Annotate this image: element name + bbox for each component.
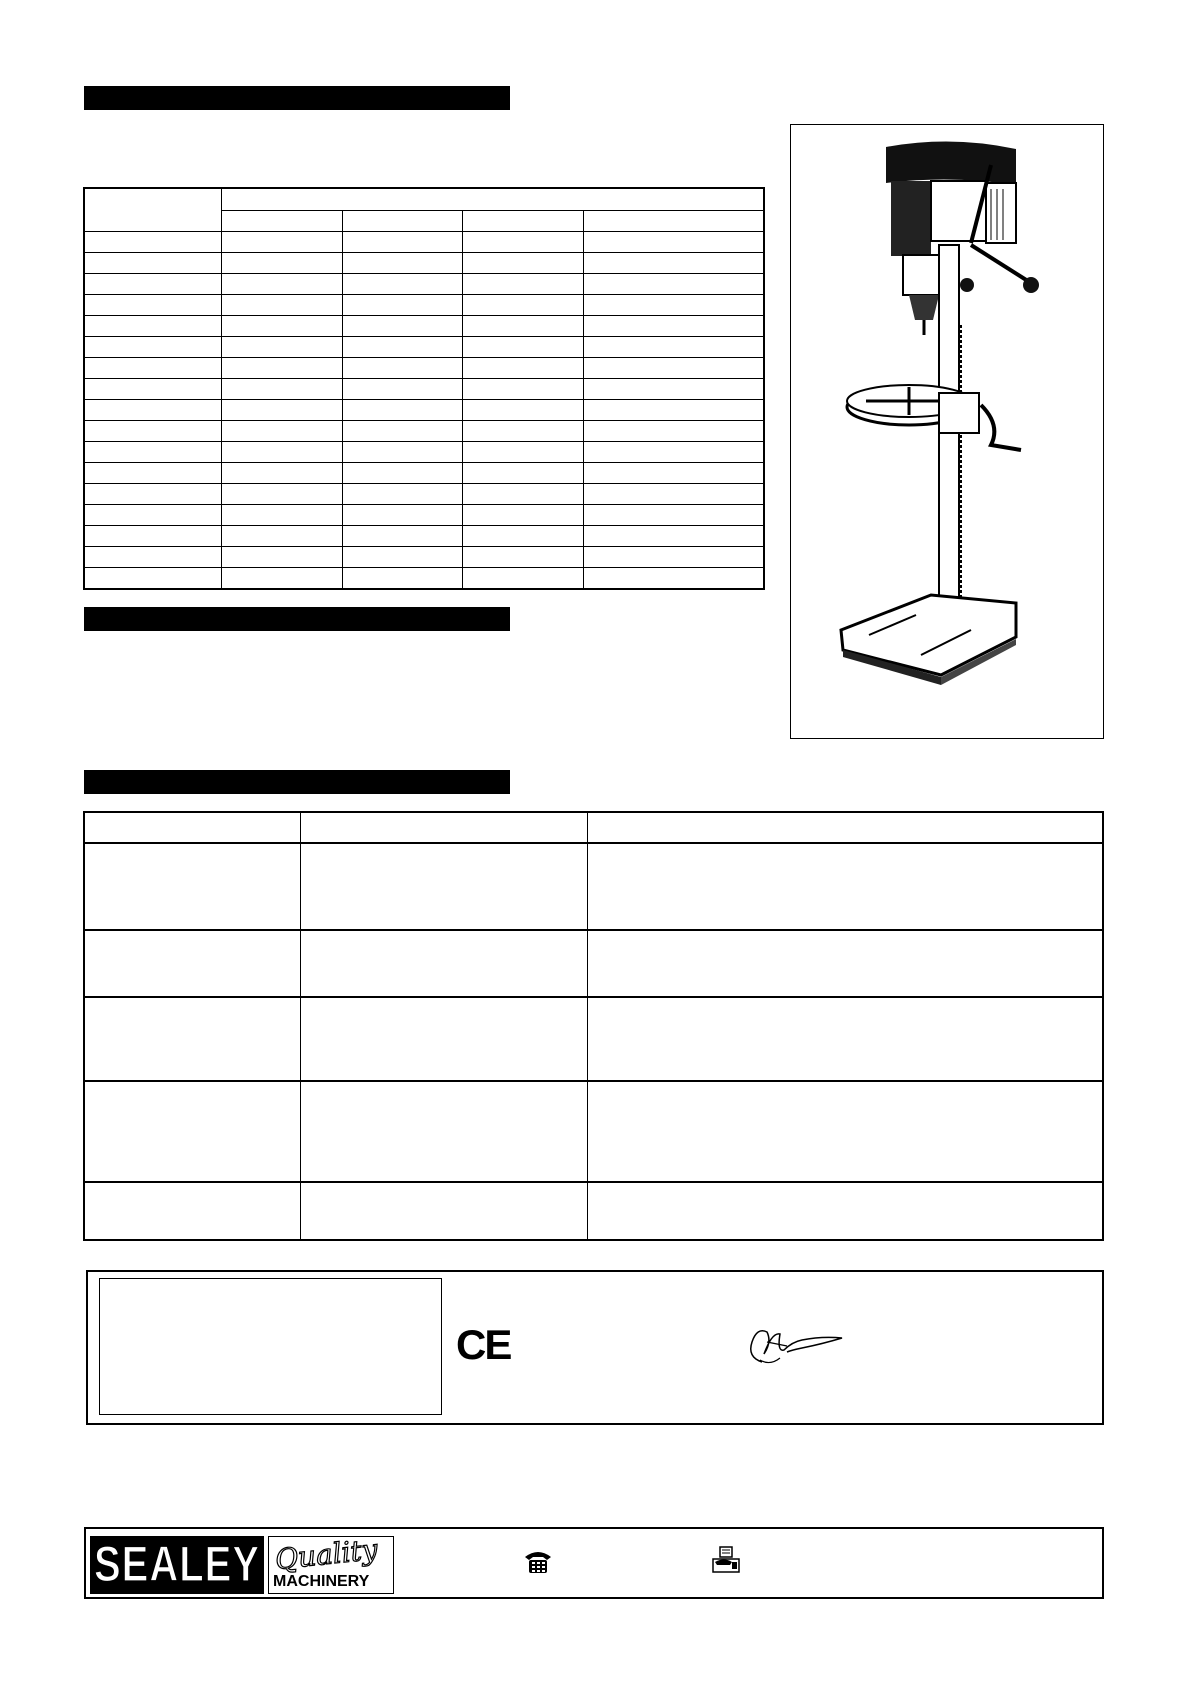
speed-table-label-cell <box>84 358 222 379</box>
troubleshooting-cell <box>301 843 588 930</box>
speed-table-value-cell <box>463 526 584 547</box>
speed-table-label-cell <box>84 232 222 253</box>
speed-table-row <box>84 379 764 400</box>
speed-table-value-cell <box>222 232 343 253</box>
troubleshooting-cell <box>84 930 301 997</box>
speed-table-value-cell <box>342 358 463 379</box>
speed-table-row <box>84 358 764 379</box>
speed-table-value-cell <box>342 526 463 547</box>
speed-table-row <box>84 295 764 316</box>
speed-table-value-cell <box>342 505 463 526</box>
speed-table-label-cell <box>84 505 222 526</box>
fax-machine-icon <box>710 1545 742 1580</box>
speed-table-value-cell <box>583 379 764 400</box>
speed-table-value-cell <box>222 526 343 547</box>
speed-table-value-cell <box>342 316 463 337</box>
troubleshooting-cell <box>84 1182 301 1240</box>
speed-table-value-cell <box>463 442 584 463</box>
speed-table-value-cell <box>463 253 584 274</box>
speed-table-label-cell <box>84 295 222 316</box>
speed-table-value-cell <box>463 484 584 505</box>
drill-press-illustration <box>791 125 1102 737</box>
troubleshooting-cell <box>84 997 301 1081</box>
troubleshooting-header-cause <box>301 812 588 843</box>
troubleshooting-header-remedy <box>588 812 1104 843</box>
speed-table-label-cell <box>84 379 222 400</box>
speed-table-label-cell <box>84 274 222 295</box>
troubleshooting-cell <box>84 843 301 930</box>
speed-table-label-cell <box>84 442 222 463</box>
speed-table-value-cell <box>222 505 343 526</box>
speed-table-row <box>84 442 764 463</box>
speed-table-value-cell <box>222 463 343 484</box>
speed-table-value-cell <box>463 568 584 590</box>
speed-table-value-cell <box>222 274 343 295</box>
footer-bar <box>84 1527 1104 1599</box>
speed-table-subheader <box>583 211 764 232</box>
troubleshooting-cell <box>301 930 588 997</box>
speed-table-value-cell <box>342 547 463 568</box>
section-bar-speeds <box>84 86 510 110</box>
speed-table-value-cell <box>342 442 463 463</box>
speed-table-value-cell <box>583 274 764 295</box>
speed-table-value-cell <box>463 358 584 379</box>
speed-table-value-cell <box>342 421 463 442</box>
troubleshooting-cell <box>301 997 588 1081</box>
speed-table-value-cell <box>463 421 584 442</box>
speed-table-row <box>84 505 764 526</box>
declaration-box <box>86 1270 1104 1425</box>
speed-table-value-cell <box>583 505 764 526</box>
speed-table-row <box>84 547 764 568</box>
speed-table-header-corner <box>84 188 222 232</box>
speed-table-value-cell <box>222 568 343 590</box>
speed-table-subheader <box>222 211 343 232</box>
speed-table-value-cell <box>222 358 343 379</box>
speed-table-row <box>84 316 764 337</box>
speed-table-value-cell <box>583 295 764 316</box>
speed-table-value-cell <box>222 316 343 337</box>
declaration-address-box <box>99 1278 442 1415</box>
troubleshooting-header-problem <box>84 812 301 843</box>
speed-table-row <box>84 337 764 358</box>
speed-table-value-cell <box>222 337 343 358</box>
speed-table-value-cell <box>342 463 463 484</box>
speed-table-label-cell <box>84 253 222 274</box>
speed-table-value-cell <box>583 358 764 379</box>
speed-table-value-cell <box>342 274 463 295</box>
speed-table-subheader <box>463 211 584 232</box>
troubleshooting-cell <box>301 1182 588 1240</box>
speed-table-value-cell <box>583 568 764 590</box>
speed-table-value-cell <box>222 253 343 274</box>
speed-table-value-cell <box>342 379 463 400</box>
speed-table-row <box>84 568 764 590</box>
speed-table-value-cell <box>222 295 343 316</box>
speed-table-value-cell <box>342 253 463 274</box>
speed-table-value-cell <box>463 274 584 295</box>
speed-table-row <box>84 484 764 505</box>
speed-table-header-group <box>222 188 765 211</box>
speed-table-value-cell <box>222 421 343 442</box>
speed-table-value-cell <box>583 526 764 547</box>
quality-machinery-badge: Quality MACHINERY <box>268 1536 394 1594</box>
drill-press-illustration-frame <box>790 124 1104 739</box>
sealey-logo: SEALEY <box>90 1536 264 1594</box>
speed-table-value-cell <box>342 484 463 505</box>
speed-table-value-cell <box>583 463 764 484</box>
speed-table-value-cell <box>342 568 463 590</box>
speed-table-value-cell <box>342 337 463 358</box>
speed-table-row <box>84 232 764 253</box>
signature <box>742 1322 852 1372</box>
telephone-icon <box>523 1549 553 1580</box>
speed-table-row <box>84 421 764 442</box>
troubleshooting-table <box>83 811 1104 1241</box>
speed-table-value-cell <box>463 379 584 400</box>
speed-table-value-cell <box>463 232 584 253</box>
speed-table-body <box>84 232 764 590</box>
speed-table-label-cell <box>84 316 222 337</box>
speed-table-value-cell <box>463 316 584 337</box>
speed-table-row <box>84 526 764 547</box>
speed-table-value-cell <box>463 505 584 526</box>
speed-table-row <box>84 463 764 484</box>
section-bar-assembly <box>84 607 510 631</box>
troubleshooting-cell <box>588 1182 1104 1240</box>
speed-table-value-cell <box>583 400 764 421</box>
speed-table-value-cell <box>583 337 764 358</box>
speed-table-value-cell <box>463 400 584 421</box>
speed-table-value-cell <box>583 421 764 442</box>
speed-table-value-cell <box>583 484 764 505</box>
speed-table-row <box>84 274 764 295</box>
speed-table-value-cell <box>222 379 343 400</box>
speed-table-label-cell <box>84 400 222 421</box>
speed-table-row <box>84 253 764 274</box>
speed-table-value-cell <box>342 232 463 253</box>
speed-table-label-cell <box>84 421 222 442</box>
speed-table-value-cell <box>583 253 764 274</box>
speed-table-value-cell <box>222 484 343 505</box>
speed-table-value-cell <box>583 442 764 463</box>
section-bar-troubleshooting <box>84 770 510 794</box>
ce-mark: CE <box>456 1321 511 1368</box>
speed-table-label-cell <box>84 568 222 590</box>
speed-table <box>83 187 765 590</box>
speed-table-value-cell <box>463 463 584 484</box>
speed-table-subheader <box>342 211 463 232</box>
troubleshooting-cell <box>588 1081 1104 1182</box>
speed-table-value-cell <box>463 337 584 358</box>
speed-table-value-cell <box>222 400 343 421</box>
speed-table-value-cell <box>583 232 764 253</box>
troubleshooting-cell <box>588 930 1104 997</box>
troubleshooting-cell <box>588 997 1104 1081</box>
troubleshooting-cell <box>84 1081 301 1182</box>
speed-table-label-cell <box>84 526 222 547</box>
speed-table-label-cell <box>84 484 222 505</box>
speed-table-label-cell <box>84 337 222 358</box>
speed-table-value-cell <box>222 442 343 463</box>
speed-table-value-cell <box>583 316 764 337</box>
speed-table-label-cell <box>84 547 222 568</box>
speed-table-value-cell <box>463 547 584 568</box>
speed-table-label-cell <box>84 463 222 484</box>
speed-table-row <box>84 400 764 421</box>
speed-table-value-cell <box>222 547 343 568</box>
speed-table-value-cell <box>342 295 463 316</box>
speed-table-value-cell <box>342 400 463 421</box>
troubleshooting-cell <box>301 1081 588 1182</box>
speed-table-value-cell <box>463 295 584 316</box>
troubleshooting-cell <box>588 843 1104 930</box>
speed-table-value-cell <box>583 547 764 568</box>
